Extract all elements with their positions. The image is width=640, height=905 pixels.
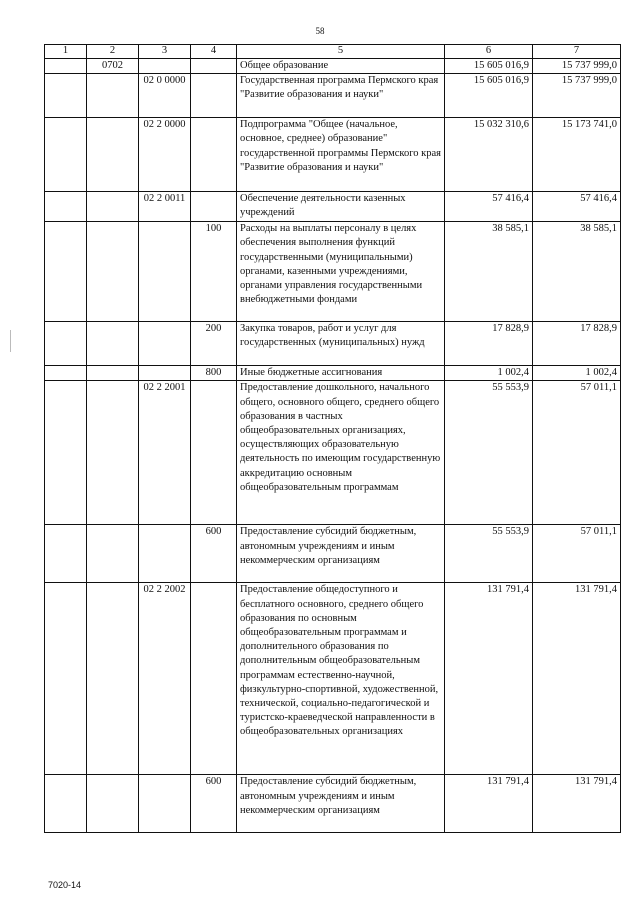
cell-amount-year2: 15 737 999,0 bbox=[533, 74, 621, 118]
cell-name: Общее образование bbox=[237, 59, 445, 74]
cell-amount-year1: 55 553,9 bbox=[445, 381, 533, 525]
cell-amount-year2: 131 791,4 bbox=[533, 775, 621, 833]
cell-col1 bbox=[45, 59, 87, 74]
table-row bbox=[45, 775, 621, 833]
cell-col1 bbox=[45, 583, 87, 775]
cell-col1 bbox=[45, 525, 87, 583]
budget-table bbox=[44, 44, 621, 833]
cell-section-code bbox=[87, 192, 139, 222]
footer-code: 7020-14 bbox=[48, 880, 82, 890]
cell-expense-type bbox=[191, 59, 237, 74]
cell-target-code: 02 2 0011 bbox=[139, 192, 191, 222]
table-row bbox=[45, 583, 621, 775]
cell-name: Государственная программа Пермского края "Развитие образования и науки" bbox=[237, 74, 445, 118]
cell-amount-year2: 17 828,9 bbox=[533, 322, 621, 366]
cell-amount-year1: 15 605 016,9 bbox=[445, 59, 533, 74]
cell-section-code: 0702 bbox=[87, 59, 139, 74]
table-row bbox=[45, 322, 621, 366]
cell-target-code bbox=[139, 366, 191, 381]
cell-amount-year2: 1 002,4 bbox=[533, 366, 621, 381]
table-row bbox=[45, 192, 621, 222]
cell-amount-year1: 38 585,1 bbox=[445, 222, 533, 322]
cell-amount-year1: 1 002,4 bbox=[445, 366, 533, 381]
cell-amount-year1: 131 791,4 bbox=[445, 583, 533, 775]
header-row bbox=[45, 45, 621, 59]
cell-section-code bbox=[87, 583, 139, 775]
cell-name: Предоставление субсидий бюджетным, автономным учреждениям и иным некоммерческим организациям bbox=[237, 525, 445, 583]
header-cell: 5 bbox=[237, 45, 445, 59]
cell-amount-year2: 57 011,1 bbox=[533, 381, 621, 525]
cell-amount-year1: 57 416,4 bbox=[445, 192, 533, 222]
cell-target-code bbox=[139, 59, 191, 74]
cell-section-code bbox=[87, 381, 139, 525]
cell-amount-year1: 17 828,9 bbox=[445, 322, 533, 366]
cell-name: Обеспечение деятельности казенных учреждений bbox=[237, 192, 445, 222]
cell-expense-type bbox=[191, 381, 237, 525]
cell-expense-type: 600 bbox=[191, 525, 237, 583]
cell-target-code bbox=[139, 322, 191, 366]
cell-section-code bbox=[87, 366, 139, 381]
cell-amount-year2: 57 416,4 bbox=[533, 192, 621, 222]
cell-col1 bbox=[45, 366, 87, 381]
cell-amount-year1: 15 605 016,9 bbox=[445, 74, 533, 118]
cell-expense-type bbox=[191, 192, 237, 222]
cell-amount-year2: 15 737 999,0 bbox=[533, 59, 621, 74]
table-row bbox=[45, 381, 621, 525]
cell-expense-type: 100 bbox=[191, 222, 237, 322]
cell-expense-type bbox=[191, 583, 237, 775]
cell-section-code bbox=[87, 525, 139, 583]
header-cell: 4 bbox=[191, 45, 237, 59]
cell-amount-year2: 131 791,4 bbox=[533, 583, 621, 775]
cell-section-code bbox=[87, 118, 139, 192]
cell-amount-year1: 131 791,4 bbox=[445, 775, 533, 833]
cell-amount-year2: 15 173 741,0 bbox=[533, 118, 621, 192]
cell-col1 bbox=[45, 74, 87, 118]
table-row bbox=[45, 59, 621, 74]
cell-expense-type bbox=[191, 74, 237, 118]
cell-name: Предоставление субсидий бюджетным, автономным учреждениям и иным некоммерческим организациям bbox=[237, 775, 445, 833]
cell-target-code: 02 2 0000 bbox=[139, 118, 191, 192]
cell-expense-type: 200 bbox=[191, 322, 237, 366]
cell-col1 bbox=[45, 322, 87, 366]
table-row bbox=[45, 74, 621, 118]
cell-col1 bbox=[45, 118, 87, 192]
table-row bbox=[45, 118, 621, 192]
header-cell: 1 bbox=[45, 45, 87, 59]
scan-margin-mark bbox=[10, 330, 11, 352]
cell-name: Предоставление дошкольного, начального общего, основного общего, среднего общего образования в частных общеобразовательных организациях, осуществляющих образовательную деятельность по имеющим государственную аккредитацию основным общеобразовательным программам bbox=[237, 381, 445, 525]
cell-section-code bbox=[87, 222, 139, 322]
cell-amount-year2: 38 585,1 bbox=[533, 222, 621, 322]
cell-col1 bbox=[45, 222, 87, 322]
cell-expense-type: 800 bbox=[191, 366, 237, 381]
header-cell: 3 bbox=[139, 45, 191, 59]
cell-col1 bbox=[45, 381, 87, 525]
cell-amount-year2: 57 011,1 bbox=[533, 525, 621, 583]
cell-section-code bbox=[87, 775, 139, 833]
cell-target-code bbox=[139, 525, 191, 583]
header-cell: 7 bbox=[533, 45, 621, 59]
cell-amount-year1: 15 032 310,6 bbox=[445, 118, 533, 192]
cell-target-code bbox=[139, 222, 191, 322]
table-row bbox=[45, 525, 621, 583]
cell-amount-year1: 55 553,9 bbox=[445, 525, 533, 583]
cell-name: Закупка товаров, работ и услуг для государственных (муниципальных) нужд bbox=[237, 322, 445, 366]
page-number: 58 bbox=[315, 26, 325, 36]
cell-section-code bbox=[87, 322, 139, 366]
table-row bbox=[45, 366, 621, 381]
cell-target-code: 02 0 0000 bbox=[139, 74, 191, 118]
cell-target-code: 02 2 2001 bbox=[139, 381, 191, 525]
cell-name: Расходы на выплаты персоналу в целях обеспечения выполнения функций государственными (муниципальными) органами, казенными учреждениями, органами управления государственными внебюджетными фондами bbox=[237, 222, 445, 322]
cell-col1 bbox=[45, 775, 87, 833]
header-cell: 6 bbox=[445, 45, 533, 59]
table-row bbox=[45, 222, 621, 322]
cell-name: Подпрограмма "Общее (начальное, основное, среднее) образование" государственной программы Пермского края "Развитие образования и науки" bbox=[237, 118, 445, 192]
cell-name: Иные бюджетные ассигнования bbox=[237, 366, 445, 381]
cell-target-code bbox=[139, 775, 191, 833]
cell-expense-type bbox=[191, 118, 237, 192]
cell-col1 bbox=[45, 192, 87, 222]
cell-target-code: 02 2 2002 bbox=[139, 583, 191, 775]
header-cell: 2 bbox=[87, 45, 139, 59]
cell-section-code bbox=[87, 74, 139, 118]
cell-name: Предоставление общедоступного и бесплатного основного, среднего общего образования по основным общеобразовательным программам и дополнительного образования по дополнительным общеобразовательным программам естественно-научной, физкультурно-спортивной, художественной, технической, социально-педагогической и туристско-краеведческой направленности в общеобразовательных организациях bbox=[237, 583, 445, 775]
cell-expense-type: 600 bbox=[191, 775, 237, 833]
